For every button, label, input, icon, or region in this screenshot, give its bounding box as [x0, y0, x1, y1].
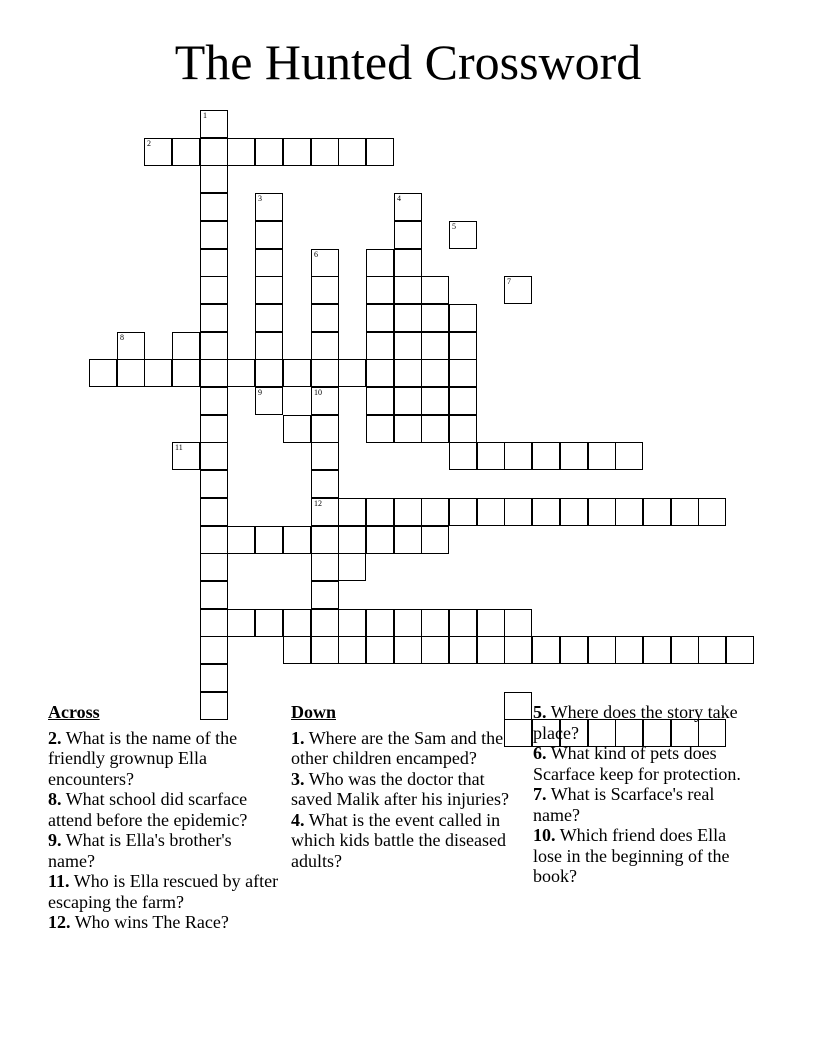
clue-number: 1 — [203, 111, 207, 120]
grid-cell[interactable] — [338, 553, 366, 581]
grid-cell[interactable] — [615, 442, 643, 470]
grid-cell[interactable] — [311, 249, 339, 277]
grid-cell[interactable] — [200, 221, 228, 249]
grid-cell[interactable] — [394, 193, 422, 221]
clue-number: 10 — [314, 388, 322, 397]
grid-cell[interactable] — [117, 332, 145, 360]
grid-cell[interactable] — [477, 442, 505, 470]
grid-cell[interactable] — [311, 526, 339, 554]
grid-cell[interactable] — [394, 498, 422, 526]
grid-cell[interactable] — [394, 609, 422, 637]
grid-cell[interactable] — [172, 359, 200, 387]
grid-cell[interactable] — [643, 498, 671, 526]
grid-cell[interactable] — [200, 193, 228, 221]
grid-cell[interactable] — [311, 332, 339, 360]
grid-cell[interactable] — [615, 636, 643, 664]
grid-cell[interactable] — [311, 138, 339, 166]
grid-cell[interactable] — [172, 332, 200, 360]
grid-cell[interactable] — [338, 636, 366, 664]
grid-cell[interactable] — [366, 387, 394, 415]
grid-cell[interactable] — [394, 304, 422, 332]
grid-cell[interactable] — [200, 276, 228, 304]
grid-cell[interactable] — [643, 636, 671, 664]
grid-cell[interactable] — [394, 332, 422, 360]
grid-cell[interactable] — [227, 526, 255, 554]
grid-cell[interactable] — [449, 304, 477, 332]
grid-cell[interactable] — [394, 387, 422, 415]
grid-cell[interactable] — [421, 359, 449, 387]
grid-cell[interactable] — [449, 636, 477, 664]
grid-cell[interactable] — [311, 498, 339, 526]
grid-cell[interactable] — [671, 636, 699, 664]
grid-cell[interactable] — [504, 442, 532, 470]
grid-cell[interactable] — [255, 249, 283, 277]
grid-cell[interactable] — [366, 498, 394, 526]
grid-cell[interactable] — [394, 249, 422, 277]
grid-cell[interactable] — [560, 636, 588, 664]
grid-cell[interactable] — [394, 276, 422, 304]
grid-cell[interactable] — [477, 498, 505, 526]
grid-cell[interactable] — [255, 221, 283, 249]
grid-cell[interactable] — [144, 138, 172, 166]
grid-cell[interactable] — [338, 609, 366, 637]
grid-cell[interactable] — [311, 553, 339, 581]
grid-cell[interactable] — [504, 276, 532, 304]
grid-cell[interactable] — [200, 664, 228, 692]
grid-cell[interactable] — [283, 138, 311, 166]
grid-cell[interactable] — [255, 359, 283, 387]
grid-cell[interactable] — [311, 442, 339, 470]
grid-cell[interactable] — [200, 110, 228, 138]
grid-cell[interactable] — [449, 415, 477, 443]
grid-cell[interactable] — [311, 581, 339, 609]
grid-cell[interactable] — [200, 470, 228, 498]
grid-cell[interactable] — [311, 276, 339, 304]
clue-number: 6 — [314, 250, 318, 259]
clue-number: 7 — [507, 277, 511, 286]
grid-cell[interactable] — [504, 609, 532, 637]
grid-cell[interactable] — [532, 636, 560, 664]
grid-cell[interactable] — [421, 276, 449, 304]
page-title: The Hunted Crossword — [174, 34, 642, 90]
grid-cell[interactable] — [172, 138, 200, 166]
clue-across-12: 12. Who wins The Race? — [48, 912, 229, 932]
clue-number: 2 — [147, 139, 151, 148]
grid-cell[interactable] — [283, 415, 311, 443]
clue-across-9: 9. What is Ella's brother's name? — [48, 830, 232, 871]
grid-cell[interactable] — [560, 498, 588, 526]
clue-number: 8 — [120, 333, 124, 342]
grid-cell[interactable] — [338, 359, 366, 387]
down-heading: Down — [291, 702, 337, 722]
grid-cell[interactable] — [283, 359, 311, 387]
grid-cell[interactable] — [366, 304, 394, 332]
down-clues — [291, 702, 517, 871]
grid-cell[interactable] — [366, 526, 394, 554]
grid-cell[interactable] — [200, 609, 228, 637]
grid-cell[interactable] — [504, 498, 532, 526]
grid-cell[interactable] — [477, 609, 505, 637]
grid-cell[interactable] — [255, 526, 283, 554]
grid-cell[interactable] — [255, 304, 283, 332]
grid-cell[interactable] — [394, 415, 422, 443]
grid-cell[interactable] — [172, 442, 200, 470]
grid-cell[interactable] — [283, 636, 311, 664]
grid-cell[interactable] — [200, 498, 228, 526]
grid-cell[interactable] — [255, 276, 283, 304]
grid-cell[interactable] — [394, 636, 422, 664]
grid-cell[interactable] — [421, 526, 449, 554]
grid-cell[interactable] — [200, 415, 228, 443]
grid-cell[interactable] — [227, 138, 255, 166]
grid-cell[interactable] — [698, 636, 726, 664]
grid-cell[interactable] — [504, 636, 532, 664]
grid-cell[interactable] — [311, 415, 339, 443]
grid-cell[interactable] — [588, 498, 616, 526]
clue-across-2: 2. What is the name of the friendly grownup Ella encounters? — [48, 727, 238, 789]
grid-cell[interactable] — [200, 304, 228, 332]
grid-cell[interactable] — [560, 442, 588, 470]
grid-cell[interactable] — [338, 526, 366, 554]
grid-cell[interactable] — [615, 498, 643, 526]
grid-cell[interactable] — [200, 526, 228, 554]
grid-cell[interactable] — [366, 138, 394, 166]
grid-cell[interactable] — [311, 304, 339, 332]
grid-cell[interactable] — [394, 526, 422, 554]
grid-cell[interactable] — [311, 470, 339, 498]
grid-cell[interactable] — [255, 332, 283, 360]
grid-cell[interactable] — [394, 359, 422, 387]
grid-cell[interactable] — [117, 359, 145, 387]
grid-cell[interactable] — [421, 387, 449, 415]
grid-cell[interactable] — [366, 636, 394, 664]
grid-cell[interactable] — [200, 332, 228, 360]
grid-cell[interactable] — [200, 138, 228, 166]
grid-cell[interactable] — [421, 332, 449, 360]
clue-across-8: 8. What school did scarface attend before the epidemic? — [48, 789, 248, 830]
across-heading: Across — [48, 702, 100, 722]
grid-cell[interactable] — [144, 359, 172, 387]
grid-cell[interactable] — [200, 636, 228, 664]
grid-cell[interactable] — [532, 498, 560, 526]
clue-down-1: 1. Where are the Sam and the other children encamped? — [291, 727, 504, 768]
grid-cell[interactable] — [200, 387, 228, 415]
clue-number: 5 — [452, 222, 456, 231]
grid-cell[interactable] — [449, 332, 477, 360]
clue-down-3: 3. Who was the doctor that saved Malik after his injuries? — [291, 768, 509, 809]
grid-cell[interactable] — [366, 276, 394, 304]
clue-number: 3 — [258, 194, 262, 203]
grid-cell[interactable] — [726, 636, 754, 664]
grid-cell[interactable] — [200, 359, 228, 387]
grid-cell[interactable] — [421, 636, 449, 664]
grid-cell[interactable] — [449, 609, 477, 637]
grid-cell[interactable] — [200, 553, 228, 581]
grid-cell[interactable] — [366, 415, 394, 443]
clue-down-5: 5. Where does the story take place? — [533, 702, 738, 743]
grid-cell[interactable] — [227, 609, 255, 637]
grid-cell[interactable] — [255, 387, 283, 415]
grid-cell[interactable] — [338, 138, 366, 166]
grid-cell[interactable] — [449, 359, 477, 387]
grid-cell[interactable] — [311, 609, 339, 637]
grid-cell[interactable] — [366, 249, 394, 277]
grid-cell[interactable] — [200, 165, 228, 193]
grid-cell[interactable] — [311, 359, 339, 387]
clue-across-11: 11. Who is Ella rescued by after escaping the farm? — [48, 871, 279, 912]
grid-cell[interactable] — [200, 581, 228, 609]
grid-cell[interactable] — [200, 442, 228, 470]
grid-cell[interactable] — [366, 609, 394, 637]
grid-cell[interactable] — [532, 442, 560, 470]
grid-cell[interactable] — [588, 442, 616, 470]
clue-down-4: 4. What is the event called in which kids battle the diseased adults? — [291, 809, 506, 871]
grid-cell[interactable] — [449, 387, 477, 415]
across-clues — [48, 702, 280, 933]
grid-cell[interactable] — [283, 609, 311, 637]
clue-number: 4 — [397, 194, 401, 203]
grid-cell[interactable] — [477, 636, 505, 664]
grid-cell[interactable] — [421, 415, 449, 443]
grid-cell[interactable] — [338, 498, 366, 526]
grid-cell[interactable] — [227, 359, 255, 387]
grid-cell[interactable] — [311, 636, 339, 664]
clue-down-6: 6. What kind of pets does Scarface keep for protection. — [533, 743, 741, 784]
grid-cell[interactable] — [421, 498, 449, 526]
grid-cell[interactable] — [366, 332, 394, 360]
grid-cell[interactable] — [200, 249, 228, 277]
grid-cell[interactable] — [283, 526, 311, 554]
grid-cell[interactable] — [449, 221, 477, 249]
grid-cell[interactable] — [394, 221, 422, 249]
grid-cell[interactable] — [311, 387, 339, 415]
grid-cell[interactable] — [89, 359, 117, 387]
grid-cell[interactable] — [255, 193, 283, 221]
grid-cell[interactable] — [255, 609, 283, 637]
clue-down-7: 7. What is Scarface's real name? — [533, 784, 715, 825]
down-clues-continued — [533, 702, 755, 887]
grid-cell[interactable] — [698, 498, 726, 526]
clue-number: 11 — [175, 443, 183, 452]
clue-number: 12 — [314, 499, 322, 508]
grid-cell[interactable] — [588, 636, 616, 664]
grid-cell[interactable] — [671, 498, 699, 526]
grid-cell[interactable] — [421, 304, 449, 332]
clue-number: 9 — [258, 388, 262, 397]
grid-cell[interactable] — [449, 442, 477, 470]
clue-down-10: 10. Which friend does Ella lose in the beginning of the book? — [533, 825, 730, 886]
grid-cell[interactable] — [366, 359, 394, 387]
grid-cell[interactable] — [255, 138, 283, 166]
grid-cell[interactable] — [449, 498, 477, 526]
grid-cell[interactable] — [421, 609, 449, 637]
